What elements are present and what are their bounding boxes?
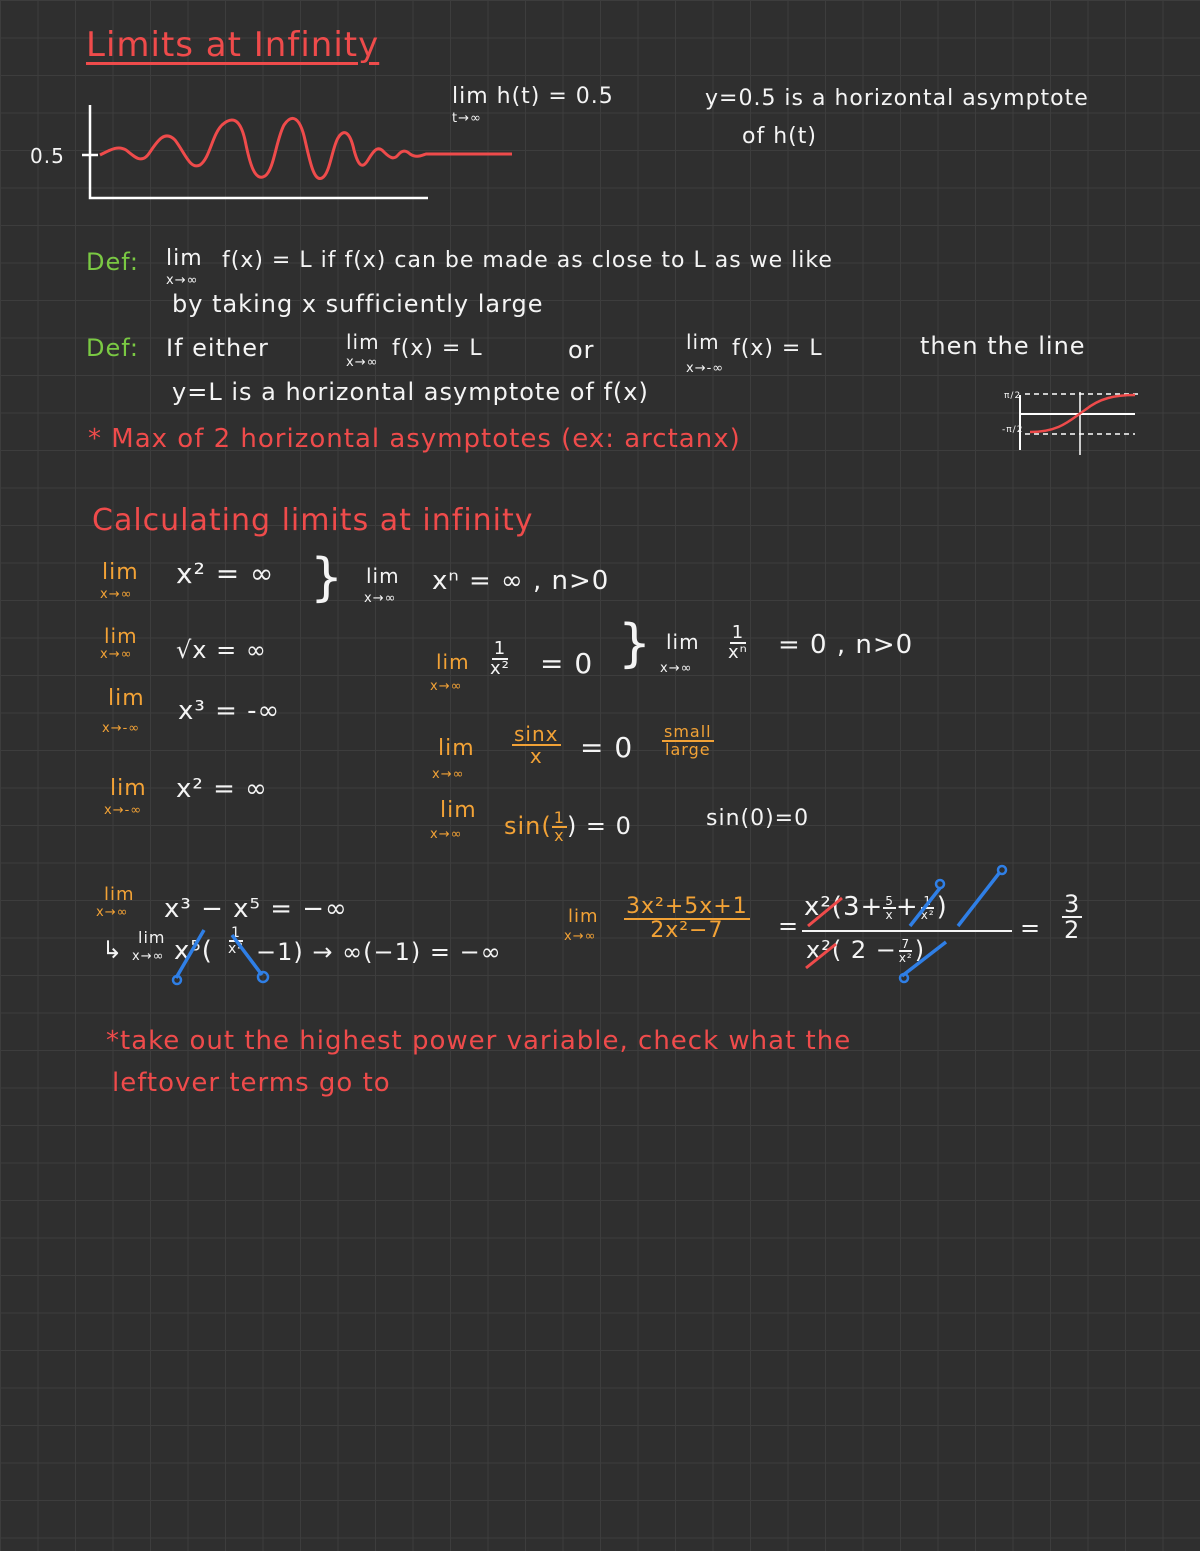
def2-text-line2: y=L is a horizontal asymptote of f(x) xyxy=(172,378,649,406)
lim7-word: lim xyxy=(440,798,477,823)
lim5-result: = 0 xyxy=(540,647,594,680)
def1-label: Def: xyxy=(86,248,139,276)
ex2-fden-close: ) xyxy=(914,936,926,964)
ex2-fnum-plus: + xyxy=(895,892,919,922)
def1-lim: lim xyxy=(166,246,203,271)
lim7-sin-open: sin( xyxy=(504,812,552,840)
arctan-bottom-label: -π/2 xyxy=(1002,425,1024,435)
ex1-step-mid: x⁵( xyxy=(174,936,213,966)
lim2-word: lim xyxy=(104,624,138,648)
brace-right-1: } xyxy=(310,548,345,608)
small-label: small xyxy=(664,722,712,741)
ex2-fnum-b: x xyxy=(885,907,894,922)
lim1-expr: x² = ∞ xyxy=(176,557,275,590)
def2-lim1-sub: x→∞ xyxy=(346,355,379,370)
lim2-sub: x→∞ xyxy=(100,647,133,662)
ex2-fnum-c: 1 xyxy=(923,893,932,908)
lim1-word: lim xyxy=(102,560,139,585)
ex2-fnum-a: 5 xyxy=(885,893,894,908)
arctan-top-label: π/2 xyxy=(1004,391,1022,401)
ex2-lim: lim xyxy=(568,906,599,927)
note-highest-power-line2: leftover terms go to xyxy=(112,1068,391,1098)
lim6-word: lim xyxy=(438,736,475,761)
lim5-word: lim xyxy=(436,650,470,674)
large-label: large xyxy=(665,740,711,759)
def2-lim1: lim xyxy=(346,330,380,354)
note-max-asymptotes: * Max of 2 horizontal asymptotes (ex: arctanx) xyxy=(88,424,741,454)
sin-zero-note: sin(0)=0 xyxy=(706,806,810,831)
note-highest-power-line1: *take out the highest power variable, check what the xyxy=(106,1026,852,1056)
ex2-fden-a: 7 xyxy=(901,937,911,951)
limit-h-subscript: t→∞ xyxy=(452,111,482,126)
ex1-arrow: ↳ xyxy=(102,936,124,964)
def1-text-line1: f(x) = L if f(x) can be made as close to L as we like xyxy=(222,248,833,273)
lim5-den: x² xyxy=(490,658,510,679)
lim1-sub: x→∞ xyxy=(100,587,133,602)
ex1-frac-num: 1 xyxy=(230,925,241,941)
ex2-result-den: 2 xyxy=(1064,916,1081,944)
ex1-step-sub: x→∞ xyxy=(132,949,165,964)
asymptote-statement-line1: y=0.5 is a horizontal asymptote xyxy=(705,86,1089,111)
def2-or: or xyxy=(568,336,595,364)
def1-lim-sub: x→∞ xyxy=(166,273,199,288)
lim6-sub: x→∞ xyxy=(432,767,465,782)
lim4-expr: x² = ∞ xyxy=(176,774,268,804)
limit-h-expression: lim h(t) = 0.5 xyxy=(452,84,614,109)
lim6-den: x xyxy=(529,744,543,768)
ex1-lim: lim xyxy=(104,884,135,905)
ex1-frac-den: x² xyxy=(228,941,244,957)
ex2-result xyxy=(1062,892,1082,942)
rule2-num: 1 xyxy=(731,622,745,643)
asymptote-statement-line2: of h(t) xyxy=(742,124,817,149)
def2-label: Def: xyxy=(86,334,139,362)
lim5-sub: x→∞ xyxy=(430,679,463,694)
ex1-step-lim: lim xyxy=(138,928,166,947)
def2-lim2-sub: x→-∞ xyxy=(686,361,725,376)
ex1-sub: x→∞ xyxy=(96,905,129,920)
lim5-num: 1 xyxy=(493,638,507,659)
def2-expr2: f(x) = L xyxy=(732,336,823,361)
lim7-sin-close: ) = 0 xyxy=(566,812,632,840)
lim3-expr: x³ = -∞ xyxy=(178,696,281,726)
lim6-num: sinx xyxy=(514,722,559,746)
def1-text-line2: by taking x sufficiently large xyxy=(172,290,544,318)
rule2-den: xⁿ xyxy=(728,642,748,663)
rule1-sub: x→∞ xyxy=(364,591,397,606)
lim7-sub: x→∞ xyxy=(430,827,463,842)
ex2-num: 3x²+5x+1 xyxy=(626,894,748,919)
ex2-fden-b: x² xyxy=(898,951,913,965)
lim2-expr: √x = ∞ xyxy=(176,636,267,664)
rule1-lim: lim xyxy=(366,564,400,588)
lim3-word: lim xyxy=(108,686,145,711)
def2-expr1: f(x) = L xyxy=(392,336,483,361)
ex1-expr: x³ − x⁵ = −∞ xyxy=(164,894,348,924)
ex2-result-num: 3 xyxy=(1064,890,1081,918)
def2-lim2: lim xyxy=(686,330,720,354)
def2-if-either: If either xyxy=(166,334,269,362)
page-title: Limits at Infinity xyxy=(86,25,380,65)
ex2-fnum-d: x² xyxy=(920,907,935,922)
ex2-eq2: = xyxy=(1020,914,1042,942)
rule1-expr: xⁿ = ∞ , n>0 xyxy=(432,566,610,596)
ex2-eq1: = xyxy=(778,912,800,940)
lim3-sub: x→-∞ xyxy=(102,721,141,736)
lim4-sub: x→-∞ xyxy=(104,803,143,818)
ex2-fden-start: x²( 2 − xyxy=(806,936,897,964)
lim4-word: lim xyxy=(110,776,147,801)
rule2-sub: x→∞ xyxy=(660,661,693,676)
brace-right-2: } xyxy=(618,614,653,674)
lim6-result: = 0 xyxy=(580,731,634,764)
lim7-num: 1 xyxy=(553,808,565,827)
ex2-den: 2x²−7 xyxy=(650,918,724,943)
ex2-fnum-close: ) xyxy=(936,892,948,922)
asymptote-value-label: 0.5 xyxy=(30,144,65,168)
rule2-lim: lim xyxy=(666,630,700,654)
section-title-calculating: Calculating limits at infinity xyxy=(92,503,534,538)
ex2-fnum-start: x²(3+ xyxy=(804,892,884,922)
lim7-den: x xyxy=(554,826,565,845)
ex1-step-tail: −1) → ∞(−1) = −∞ xyxy=(256,938,502,966)
ex2-sub: x→∞ xyxy=(564,929,597,944)
rule2-tail: = 0 , n>0 xyxy=(778,630,914,660)
def2-then-line: then the line xyxy=(920,332,1086,360)
